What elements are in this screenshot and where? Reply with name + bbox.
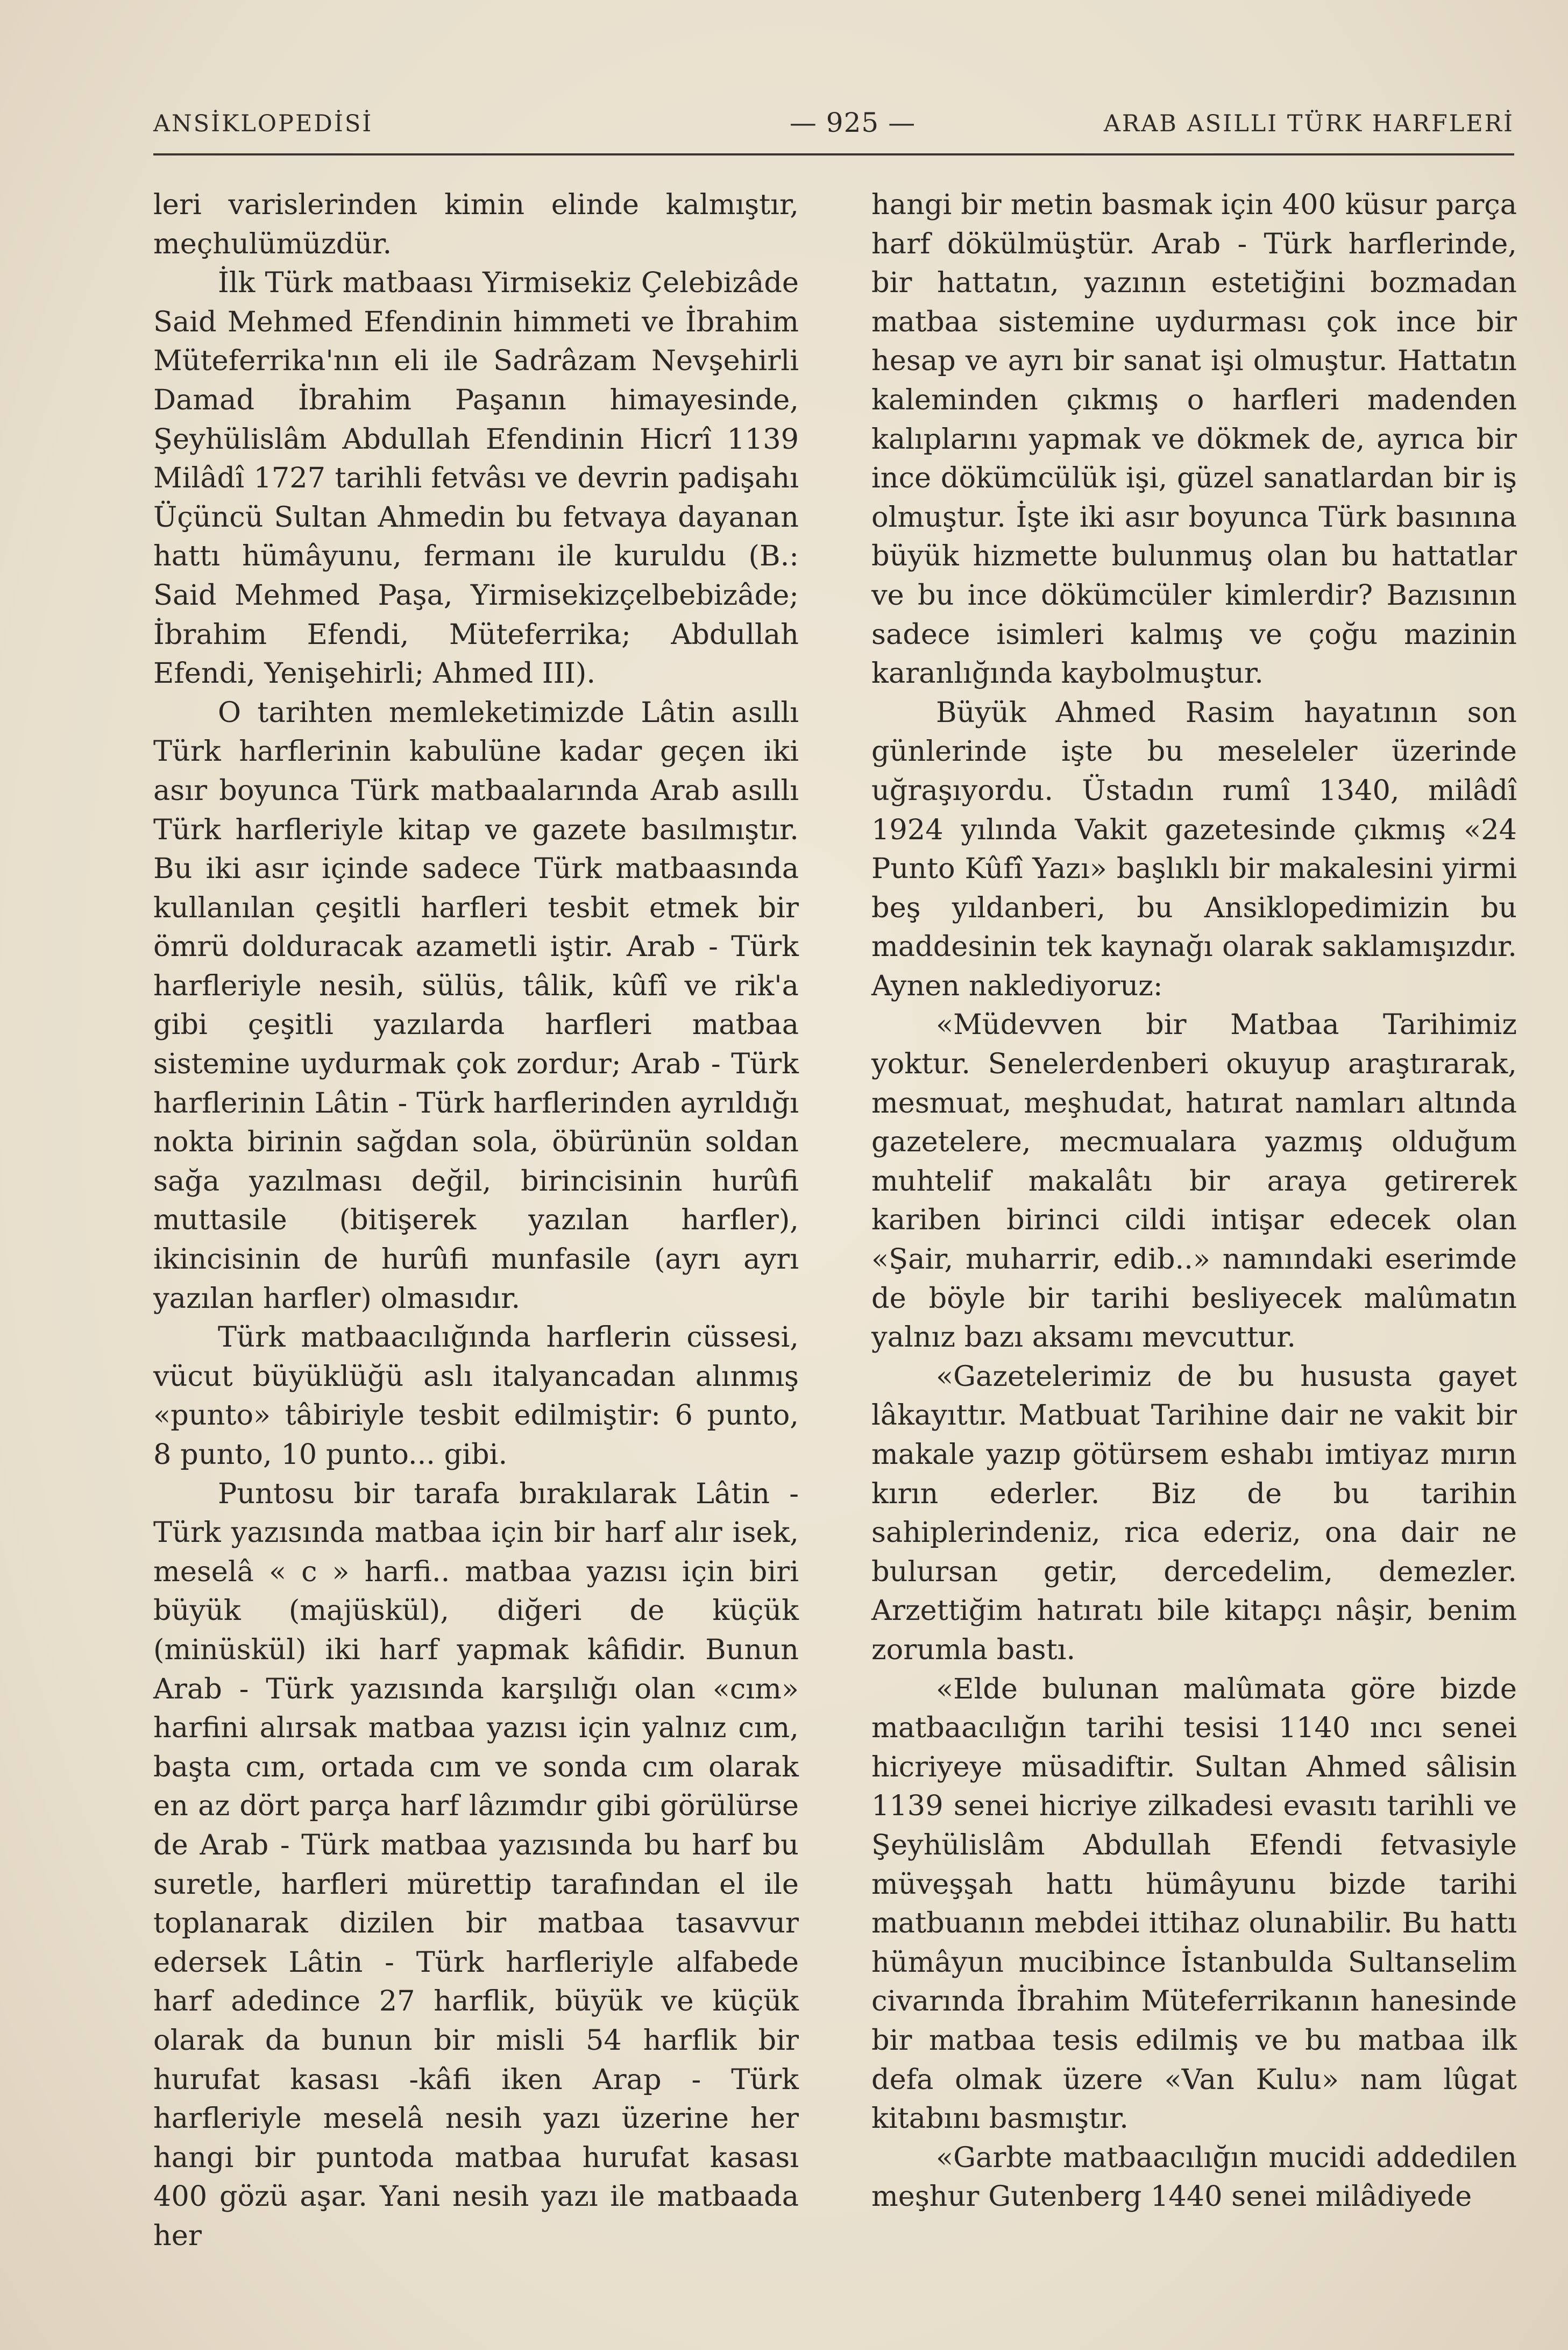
header-left: ANSİKLOPEDİSİ [153,110,373,137]
right-column [871,186,1517,2217]
header-rule [153,153,1514,155]
page-number: — 925 — [789,107,916,138]
paragraph: «Elde bulunan malûmata göre bizde matbaacılığın tarihi tesisi 1140 ıncı senei hicriyeye müsadiftir. Sultan Ahmed sâlisin 1139 senei hicriye zilkadesi evasıtı tarihli ve Şeyhülislâm Abdullah Efendi fetvasiyle müveşşah hattı hümâyunu bizde tarihi matbuanın mebdei ittihaz olunabilir. Bu hattı hümâyun mucibince İstanbulda Sultanselim civarında İbrahim Müteferrikanın hanesinde bir matbaa tesis edilmiş ve bu matbaa ilk defa olmak üzere «Van Kulu» nam lûgat kitabını basmıştır. [871,1672,1517,2135]
header-right: ARAB ASILLI TÜRK HARFLERİ [1103,110,1514,137]
paragraph: İlk Türk matbaası Yirmisekiz Çelebizâde Said Mehmed Efendinin himmeti ve İbrahim Müteferrika'nın eli ile Sadrâzam Nevşehirli Damad İbrahim Paşanın himayesinde, Şeyhülislâm Abdullah Efendinin Hicrî 1139 Milâdî 1727 tarihli fetvâsı ve devrin padişahı Üçüncü Sultan Ahmedin bu fetvaya dayanan hattı hümâyunu, fermanı ile kuruldu (B.: Said Mehmed Paşa, Yirmisekizçelbebizâde; İbrahim Efendi, Müteferrika; Abdullah Efendi, Yenişehirli; Ahmed III). [153,266,799,690]
paragraph: O tarihten memleketimizde Lâtin asıllı Türk harflerinin kabulüne kadar geçen iki asır boyunca Türk matbaalarında Arab asıllı Türk harfleriyle kitap ve gazete basılmıştır. Bu iki asır içinde sadece Türk matbaasında kullanılan çeşitli harfleri tesbit etmek bir ömrü dolduracak azametli iştir. Arab - Türk harfleriyle nesih, sülüs, tâlik, kûfî ve rik'a gibi çeşitli yazılarda harfleri matbaa sistemine uydurmak çok zordur; Arab - Türk harflerinin Lâtin - Türk harflerinden ayrıldığı nokta birinin sağdan sola, öbürünün soldan sağa yazılması değil, birincisinin hurûfi muttasile (bitişerek yazılan harfler), ikincisinin de hurûfi munfasile (ayrı ayrı yazılan harfler) olmasıdır. [153,696,799,1315]
paragraph: «Gazetelerimiz de bu hususta gayet lâkayıttır. Matbuat Tarihine dair ne vakit bir makale yazıp götürsem eshabı imtiyaz mırın kırın ederler. Biz de bu tarihin sahiplerindeniz, rica ederiz, ona dair ne bulursan getir, dercedelim, demezler. Arzettiğim hatıratı bile kitapçı nâşir, benim zorumla bastı. [871,1360,1517,1666]
paragraph: leri varislerinden kimin elinde kalmıştır, meçhulümüzdür. [153,188,799,260]
paragraph: «Garbte matbaacılığın mucidi addedilen meşhur Gutenberg 1440 senei milâdiyede [871,2141,1517,2213]
paragraph: Türk matbaacılığında harflerin cüssesi, vücut büyüklüğü aslı italyancadan alınmış «punto» tâbiriyle tesbit edilmiştir: 6 punto, 8 punto, 10 punto... gibi. [153,1321,799,1471]
paragraph: Büyük Ahmed Rasim hayatının son günlerinde işte bu meseleler üzerinde uğraşıyordu. Üstadın rumî 1340, milâdî 1924 yılında Vakit gazetesinde çıkmış «24 Punto Kûfî Yazı» başlıklı bir makalesini yirmi beş yıldanberi, bu Ansiklopedimizin bu maddesinin tek kaynağı olarak saklamışızdır. Aynen naklediyoruz: [871,696,1517,1002]
paragraph: hangi bir metin basmak için 400 küsur parça harf dökülmüştür. Arab - Türk harflerinde, bir hattatın, yazının estetiğini bozmadan matbaa sistemine uydurması çok ince bir hesap ve ayrı bir sanat işi olmuştur. Hattatın kaleminden çıkmış o harfleri madenden kalıplarını yapmak ve dökmek de, ayrıca bir ince dökümcülük işi, güzel sanatlardan bir iş olmuştur. İşte iki asır boyunca Türk basınına büyük hizmette bulunmuş olan bu hattatlar ve bu ince dökümcüler kimlerdir? Bazısının sadece isimleri kalmış ve çoğu mazinin karanlığında kaybolmuştur. [871,188,1517,690]
paragraph: «Müdevven bir Matbaa Tarihimiz yoktur. Senelerdenberi okuyup araştırarak, mesmuat, meşhudat, hatırat namları altında gazetelere, mecmualara yazmış olduğum muhtelif makalâtı bir araya getirerek kariben birinci cildi intişar edecek olan «Şair, muharrir, edib..» namındaki eserimde de böyle bir tarihi besliyecek malûmatın yalnız bazı aksamı mevcuttur. [871,1008,1517,1354]
left-column [153,186,799,2255]
paragraph: Puntosu bir tarafa bırakılarak Lâtin - Türk yazısında matbaa için bir harf alır isek, meselâ « c » harfi.. matbaa yazısı için biri büyük (majüskül), diğeri de küçük (minüskül) iki harf yapmak kâfidir. Bunun Arab - Türk yazısında karşılığı olan «cım» harfini alırsak matbaa yazısı için yalnız cım, başta cım, ortada cım ve sonda cım olarak en az dört parça harf lâzımdır gibi görülürse de Arab - Türk matbaa yazısında bu harf bu suretle, harfleri mürettip tarafından el ile toplanarak dizilen bir matbaa tasavvur edersek Lâtin - Türk harfleriyle alfabede harf adedince 27 harflik, büyük ve küçük olarak da bunun bir misli 54 harflik bir hurufat kasası -kâfi iken Arap - Türk harfleriyle meselâ nesih yazı üzerine her hangi bir puntoda matbaa hurufat kasası 400 gözü aşar. Yani nesih yazı ile matbaada her [153,1477,799,2252]
running-header [153,107,1514,148]
